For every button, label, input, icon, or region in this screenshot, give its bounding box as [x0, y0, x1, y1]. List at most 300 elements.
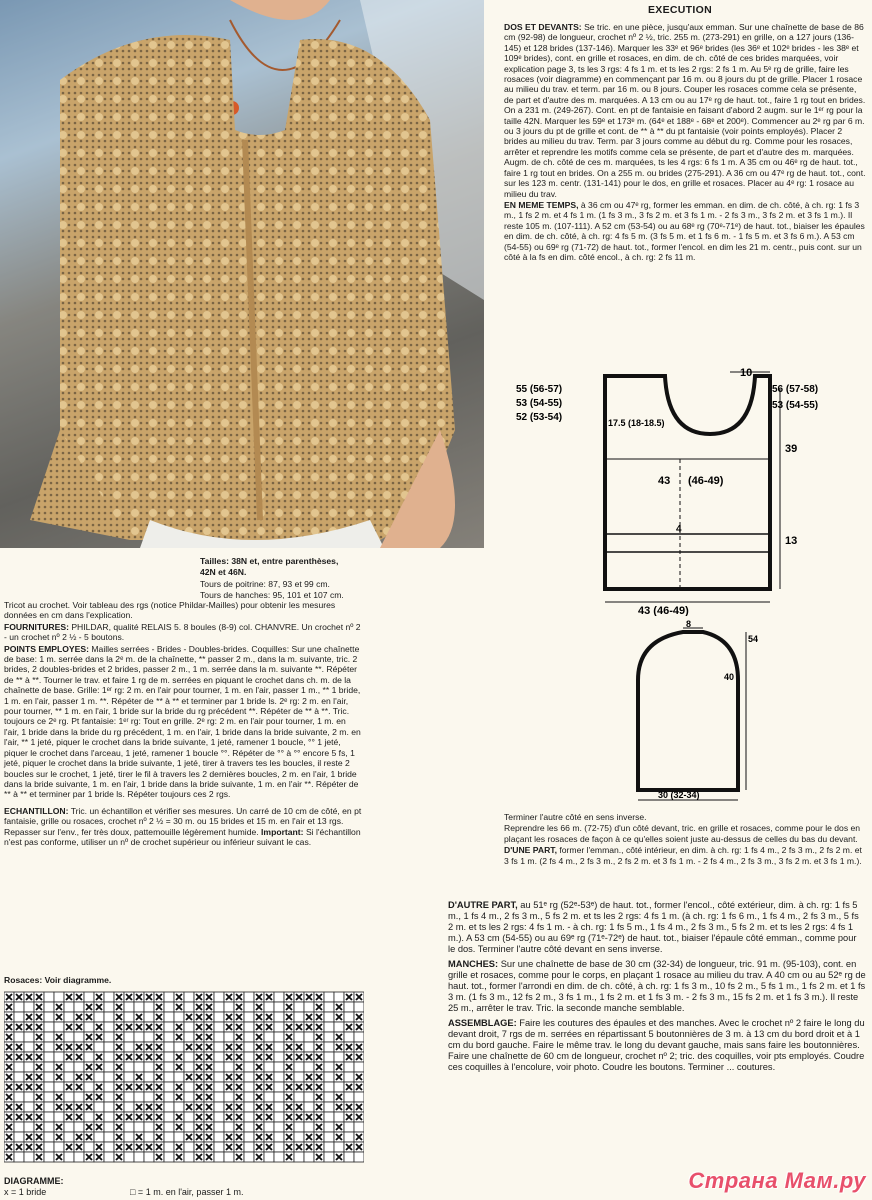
grid-cell	[274, 1032, 284, 1042]
sleeve-bottom: 30 (32-34)	[658, 790, 700, 800]
fournitures-section	[4, 622, 362, 643]
manches-text: Sur une chaînette de base de 30 cm (32-34) de longueur, tric. 91 m. (95-103), cont. en grille et rosaces, comme pour le corps, en plaçant 1 rosace au milieu du trav. A 40 cm ou au 52ᵉ rg de haut. tot., former l'arrondi en dim. de ch. côté, à ch. rg: 1 fs 3 m., 10 fs 2 m., 5 fs 1 m., 1 fs 2 m. et 1 fs 3 m. (1 fs 3 m., 12 fs 2 m., 3 fs 1 m., 1 fs 2 m. et 1 fs 3 m. - 2 fs 3 m., 15 fs 2 m. et 1 fs 3 m.). Il reste 25 m., arrêter le trav. Tric. la seconde manche semblable.	[448, 959, 866, 1013]
grid-cell	[144, 1062, 154, 1072]
grid-cell	[94, 1042, 104, 1052]
grid-cell	[44, 1152, 54, 1162]
dim-top-width: 10	[740, 367, 753, 379]
grid-cell	[354, 1092, 364, 1102]
grid-cell	[14, 1072, 24, 1082]
grid-cell	[144, 1032, 154, 1042]
rosace-grid	[4, 988, 364, 1178]
grid-cell	[244, 1072, 254, 1082]
grid-cell	[164, 1082, 174, 1092]
dim-center: 4	[676, 524, 682, 535]
grid-cell	[264, 1002, 274, 1012]
grid-cell	[74, 1092, 84, 1102]
grid-cell	[44, 1072, 54, 1082]
dos-title: DOS ET DEVANTS:	[504, 22, 582, 32]
intro-text: Tricot au crochet. Voir tableau des rgs (notice Phildar-Mailles) pour obtenir les mesures données en cm dans l'explication.	[4, 600, 336, 621]
dim-left-c: 52 (53-54)	[516, 412, 563, 423]
grid-cell	[354, 1032, 364, 1042]
grid-cell	[164, 1072, 174, 1082]
grid-cell	[294, 1132, 304, 1142]
grid-cell	[64, 1032, 74, 1042]
grid-cell	[294, 1152, 304, 1162]
grid-cell	[304, 1102, 314, 1112]
grid-cell	[104, 1142, 114, 1152]
grid-cell	[14, 1152, 24, 1162]
grid-cell	[124, 1072, 134, 1082]
grid-cell	[244, 1032, 254, 1042]
dim-mid-paren: (46-49)	[688, 475, 724, 487]
grid-cell	[244, 1062, 254, 1072]
grid-cell	[164, 1052, 174, 1062]
grid-cell	[164, 1092, 174, 1102]
grid-cell	[324, 1112, 334, 1122]
grid-cell	[184, 1142, 194, 1152]
grid-cell	[294, 1062, 304, 1072]
grid-cell	[14, 1032, 24, 1042]
grid-cell	[324, 1092, 334, 1102]
assemblage-text: Faire les coutures des épaules et des manches. Avec le crochet nº 2 faire le long du devant droit, 7 rgs de m. serrées en répartissant 5 boutonnières de 3 m. à 13 cm du bord droit et à 1 cm du bord gauche. Faire le même trav. le long du devant gauche, mais sans faire les boutonnières. Faire une chaînette de 60 cm de longueur, crochet nº 2; tric. des coquilles, voir pts employés. Coudre ces coquilles à l'encolure, voir photo. Coudre les boutons. Terminer ... coutures.	[448, 1018, 865, 1072]
grid-cell	[324, 1072, 334, 1082]
grid-cell	[304, 1002, 314, 1012]
grid-cell	[184, 1032, 194, 1042]
grid-cell	[104, 1152, 114, 1162]
grid-cell	[144, 1152, 154, 1162]
dim-height-lower: 13	[785, 535, 798, 547]
grid-cell	[164, 1112, 174, 1122]
grid-cell	[124, 1012, 134, 1022]
grid-cell	[44, 1032, 54, 1042]
right-continuation	[504, 812, 866, 867]
grid-cell	[244, 1082, 254, 1092]
grid-cell	[54, 1022, 64, 1032]
grid-cell	[184, 1152, 194, 1162]
grid-cell	[274, 1142, 284, 1152]
reprendre-text: Reprendre les 66 m. (72-75) d'un côté devant, tric. en grille et rosaces, comme pour le dos en plaçant les rosaces de façon à ce qu'elles soient juste au-dessus de celles du bas du devant.	[504, 823, 861, 844]
points-text: Mailles serrées - Brides - Doubles-brides. Coquilles: Sur une chaînette de base: 1 m. serrée dans la 2ᵉ m. de la chaînette, ** passer 2 m., dans la m. suivante, tric. 2 brides, 2 doubles-brides et 2 brides, passer 2 m., 1 m. serrée dans la m. suivante **. Répéter de ** à **. Tourner le trav. et faire 1 rg de m. serrées en piquant le crochet dans ch. m. de la chaînette de base. Grille: 1ᵉʳ rg: 2 m. en l'air pour tourner, 1 m. en l'air, passer 1 m., ** 1 bride, 1 m. en l'air, passer 1 m. **. Répéter de ** à ** et terminer par 1 bride ls. 2ᵉ rg: 2 m. en l'air, pour tourner, ** 1 m. en l'air, 1 bride sur la bride du rg précédent **. Répéter de ** à **. Tric. toujours ce 2ᵉ rg. Pt fantaisie: 1ᵉʳ rg: Tout en grille. 2ᵉ rg: 2 m. en l'air pour tourner, 1 m. en l'air, 1 bride dans la bride du rg précédent, 1 m. en l'air, 1 bride dans la bride suivante, 2 m. en l'air, ** 1 jeté, piquer le crochet dans la bride suivante, 1 jeté, ramener 1 boucle, °° 1 jeté, piquer le crochet dans l'arceau, 1 jeté, ramener 1 boucle °°. Répéter de °° à °° encore 5 fs, 1 jeté, piquer le crochet dans la bride suivante, 1 jeté, tirer à travers tes les boucles, il reste 2 boucles sur le crochet, 1 jeté, tirer le fil à travers les 2 dernières boucles, 2 m. en l'air, 1 bride dans la bride suivante, 1 m. en l'air, 1 bride dans la bride suivante, 1 m. en l'air **. Répéter de ** à ** et terminer par 1 bride ls. Répéter toujours ces 2 rgs.	[4, 643, 361, 800]
grid-cell	[44, 1042, 54, 1052]
grid-cell	[164, 1012, 174, 1022]
grid-cell	[304, 1062, 314, 1072]
grid-cell	[134, 1152, 144, 1162]
grid-cell	[224, 1152, 234, 1162]
grid-cell	[324, 1132, 334, 1142]
dim-left-a: 55 (56-57)	[516, 384, 563, 395]
grid-cell	[164, 1142, 174, 1152]
grid-cell	[274, 992, 284, 1002]
grid-cell	[274, 1152, 284, 1162]
grid-cell	[184, 1122, 194, 1132]
grid-cell	[294, 1012, 304, 1022]
important-title: Important:	[261, 826, 304, 837]
grid-cell	[324, 1042, 334, 1052]
grid-cell	[104, 1032, 114, 1042]
grid-cell	[44, 1122, 54, 1132]
une-part-text: former l'emman., côté intérieur, en dim. à ch. rg: 1 fs 4 m., 2 fs 3 m., 2 fs 2 m. et 3 fs 1 m. (2 fs 4 m., 2 fs 3 m., 2 fs 2 m. et 3 fs 1 m. - 2 fs 4 m., 2 fs 3 m., 3 fs 2 m. et 3 fs 1 m.).	[504, 845, 862, 866]
grid-cell	[124, 1062, 134, 1072]
dim-right-a: 56 (57-58)	[772, 384, 819, 395]
grid-cell	[324, 1102, 334, 1112]
grid-cell	[214, 1112, 224, 1122]
assemblage-title: ASSEMBLAGE:	[448, 1018, 517, 1028]
grid-cell	[184, 1082, 194, 1092]
important-text: Si l'échantillon n'est pas conforme, utiliser un nº de crochet supérieur ou inférieur suivant le cas.	[4, 826, 361, 847]
grid-cell	[94, 1102, 104, 1112]
grid-cell	[104, 1092, 114, 1102]
grid-cell	[164, 1032, 174, 1042]
grid-cell	[214, 1122, 224, 1132]
grid-cell	[174, 1012, 184, 1022]
grid-cell	[104, 1072, 114, 1082]
grid-cell	[44, 1062, 54, 1072]
grid-cell	[104, 1122, 114, 1132]
grid-cell	[64, 1072, 74, 1082]
legend-square: □ = 1 m. en l'air, passer 1 m.	[130, 1187, 244, 1197]
grid-cell	[84, 1112, 94, 1122]
grid-cell	[84, 1082, 94, 1092]
dos-text: Se tric. en une pièce, jusqu'aux emman. Sur une chaînette de base de 86 cm (92-98) de longueur, crochet nº 2 ½, tric. 255 m. (273-291) en grille, on a 127 jours (136-145) et 128 brides (137-146). Marquer les 33ᵉ et 96ᵉ brides (les 36ᵉ et 102ᵉ brides - les 38ᵉ et 109ᵉ brides), cont. en grille et rosaces, en dim. de ch. côté de ces brides marquées, voir explication page 3, ts les 3 rgs: 4 fs 1 m. et ts les 2 rgs: 2 fs 1 m. Au 5ᵉ rg de grille, faire les rosaces (voir diagramme) en commençant par 16 m. ou 8 jours du pt de grille. Placer 1 rosace au milieu du trav. et term. par 16 m. ou 8 jours. Couper les rosaces comme cela se présente, de part et d'autre des m. marquées. A 13 cm ou au 17ᵉ rg de haut. tot., faire 1 rg tout en brides. On a 231 m. (249-267). Cont. en pt de fantaisie en faisant d'abord 2 augm. sur le 1ᵉʳ rg pour la taille 42N. Marquer les 59ᵉ et 173ᵉ m. (64ᵉ et 188ᵉ - 68ᵉ et 200ᵉ). Commencer au 2ᵉ rg par 6 m. ou 3 jours du pt de grille et cont. de ** à ** du pt fantaisie (voir points employés). Placer 2 brides au milieu du trav. Term. par 3 jours comme au début du rg. Comme pour les rosaces, arrêter et reprendre les motifs comme cela se présente, de part et d'autre des m. marquées. Augm. de ch. côté de ces m. marquées, ts les 4 rgs: 6 fs 1 m. A 35 cm ou 46ᵉ rg de haut. tot., faire 1 rg tout en brides. On a 255 m. ou brides (275-291). A 36 cm ou 47ᵉ rg de haut. tot., cont. sur les 123 m. centr. (131-141) pour le dos, en grille et rosaces. Placer au 4ᵉ rg: 1 rosace au milieu du trav.	[504, 22, 866, 199]
points-title: POINTS EMPLOYES:	[4, 643, 89, 654]
grid-cell	[214, 1082, 224, 1092]
grid-cell	[334, 1142, 344, 1152]
grid-cell	[274, 1092, 284, 1102]
grid-cell	[24, 1092, 34, 1102]
grid-cell	[44, 1002, 54, 1012]
sleeve-schematic	[628, 620, 768, 810]
grid-cell	[294, 1072, 304, 1082]
grid-cell	[44, 1052, 54, 1062]
grid-cell	[344, 1092, 354, 1102]
grid-cell	[324, 1122, 334, 1132]
grid-cell	[184, 1092, 194, 1102]
grid-cell	[264, 1062, 274, 1072]
grid-cell	[44, 1132, 54, 1142]
grid-cell	[94, 1132, 104, 1142]
grid-cell	[64, 1132, 74, 1142]
grid-cell	[14, 1002, 24, 1012]
grid-cell	[184, 1052, 194, 1062]
grid-cell	[24, 1002, 34, 1012]
grid-cell	[174, 1042, 184, 1052]
grid-cell	[344, 1032, 354, 1042]
grid-cell	[104, 1012, 114, 1022]
grid-cell	[164, 1132, 174, 1142]
grid-cell	[344, 1132, 354, 1142]
grid-cell	[134, 1032, 144, 1042]
grid-cell	[224, 1002, 234, 1012]
grid-cell	[104, 1082, 114, 1092]
manches-title: MANCHES:	[448, 959, 499, 969]
grid-cell	[344, 1122, 354, 1132]
dim-height-upper: 39	[785, 443, 798, 455]
grid-cell	[214, 1142, 224, 1152]
grid-cell	[94, 1012, 104, 1022]
grid-cell	[324, 1032, 334, 1042]
grid-cell	[44, 1102, 54, 1112]
grid-cell	[324, 1142, 334, 1152]
grid-cell	[244, 1012, 254, 1022]
grid-cell	[144, 1092, 154, 1102]
grid-cell	[264, 1092, 274, 1102]
grid-cell	[304, 1092, 314, 1102]
grid-cell	[274, 1002, 284, 1012]
grid-cell	[124, 1042, 134, 1052]
grid-cell	[324, 1022, 334, 1032]
grid-cell	[144, 1012, 154, 1022]
diagram-legend-title: DIAGRAMME:	[4, 1176, 64, 1186]
grid-cell	[324, 1152, 334, 1162]
grid-cell	[184, 1112, 194, 1122]
grid-cell	[274, 1022, 284, 1032]
grid-cell	[24, 1042, 34, 1052]
grid-cell	[324, 1002, 334, 1012]
grid-cell	[104, 1062, 114, 1072]
left-column	[4, 600, 362, 848]
grid-cell	[124, 1122, 134, 1132]
grid-cell	[214, 1132, 224, 1142]
grid-cell	[54, 1082, 64, 1092]
grid-cell	[214, 992, 224, 1002]
echantillon-text: Tric. un échantillon et vérifier ses mesures. Un carré de 10 cm de côté, en pt fantaisie, grille ou rosaces, crochet nº 2 ½ = 30 m. ou 15 brides et 15 m. en l'air et 13 rgs. Repasser sur l'env., fer très doux, pattemouille légèrement humide.	[4, 805, 362, 837]
grid-cell	[144, 1002, 154, 1012]
sleeve-right-a: 54	[748, 634, 759, 644]
grid-cell	[104, 1042, 114, 1052]
grid-cell	[134, 1122, 144, 1132]
grid-cell	[304, 1152, 314, 1162]
grid-cell	[214, 1022, 224, 1032]
grid-cell	[44, 1092, 54, 1102]
grid-cell	[274, 1062, 284, 1072]
grid-cell	[164, 992, 174, 1002]
grid-cell	[54, 1052, 64, 1062]
grid-cell	[264, 1152, 274, 1162]
grid-cell	[164, 1002, 174, 1012]
grid-cell	[274, 1042, 284, 1052]
grid-cell	[104, 1102, 114, 1112]
dim-inner: 17.5 (18-18.5)	[608, 418, 665, 428]
legend-x: x = 1 bride	[4, 1187, 47, 1197]
grid-cell	[294, 1122, 304, 1132]
grid-cell	[14, 1132, 24, 1142]
grid-cell	[244, 1112, 254, 1122]
grid-cell	[324, 1062, 334, 1072]
grid-cell	[244, 1142, 254, 1152]
grid-cell	[334, 1022, 344, 1032]
grid-cell	[174, 1132, 184, 1142]
grid-cell	[64, 1062, 74, 1072]
grid-cell	[174, 1102, 184, 1112]
grid-cell	[144, 1132, 154, 1142]
grid-cell	[224, 1122, 234, 1132]
grid-cell	[74, 1152, 84, 1162]
dim-bottom: 43 (46-49)	[638, 605, 689, 616]
grid-cell	[84, 1022, 94, 1032]
grid-cell	[344, 1002, 354, 1012]
sizes-block	[200, 556, 360, 602]
grid-cell	[334, 1052, 344, 1062]
execution-title: EXECUTION	[648, 4, 712, 16]
grid-cell	[264, 1122, 274, 1132]
grid-cell	[334, 1112, 344, 1122]
grid-cell	[44, 1022, 54, 1032]
grid-cell	[244, 1152, 254, 1162]
grid-cell	[214, 1072, 224, 1082]
grid-cell	[94, 1072, 104, 1082]
grid-cell	[124, 1092, 134, 1102]
grid-cell	[164, 1062, 174, 1072]
grid-cell	[124, 1132, 134, 1142]
grid-cell	[214, 1042, 224, 1052]
meme-text: à 36 cm ou 47ᵉ rg, former les emman. en dim. de ch. côté, à ch. rg: 1 fs 3 m., 1 fs 2 m. et 4 fs 1 m. (1 fs 3 m., 3 fs 2 m. et 3 fs 1 m. - 2 fs 3 m., 3 fs 2 m. et 3 fs 1 m.). Il reste 105 m. (107-111). A 52 cm (53-54) ou au 68ᵉ rg (70ᵉ-71ᵉ) de haut. tot., biaiser les épaules en dim. de ch. côté, à ch. rg: 4 fs 5 m. (3 fs 5 m. et 1 fs 6 m. - 1 fs 5 m. et 3 fs 6 m.). A 53 cm (54-55) ou 69ᵉ rg (71-72) de haut. tot., former l'encol. en dim les 21 m. centr., puis cont. sur un côté à la fs en dim. côté encol., à ch. rg: 2 fs 11 m.	[504, 199, 865, 262]
grid-cell	[324, 1012, 334, 1022]
grid-cell	[214, 1102, 224, 1112]
grid-cell	[354, 1002, 364, 1012]
grid-cell	[244, 1042, 254, 1052]
grid-cell	[64, 1152, 74, 1162]
grid-cell	[244, 1132, 254, 1142]
grid-cell	[164, 1042, 174, 1052]
grid-cell	[144, 1072, 154, 1082]
grid-cell	[344, 1062, 354, 1072]
grid-cell	[244, 1022, 254, 1032]
grid-cell	[54, 992, 64, 1002]
grid-cell	[274, 1072, 284, 1082]
echantillon-title: ECHANTILLON:	[4, 805, 69, 816]
grid-cell	[224, 1092, 234, 1102]
sizes-line-2: 42N et 46N.	[200, 567, 247, 578]
grid-cell	[324, 992, 334, 1002]
grid-cell	[334, 992, 344, 1002]
grid-cell	[214, 1092, 224, 1102]
grid-cell	[84, 1052, 94, 1062]
grid-cell	[74, 1002, 84, 1012]
grid-cell	[144, 1122, 154, 1132]
grid-cell	[184, 1022, 194, 1032]
grid-cell	[124, 1102, 134, 1112]
grid-cell	[44, 992, 54, 1002]
model-photo	[0, 0, 484, 548]
grid-cell	[164, 1122, 174, 1132]
dim-left-b: 53 (54-55)	[516, 398, 563, 409]
grid-cell	[274, 1082, 284, 1092]
grid-cell	[344, 1012, 354, 1022]
grid-cell	[44, 1142, 54, 1152]
right-lower	[448, 900, 866, 1074]
grid-cell	[264, 1032, 274, 1042]
grid-cell	[214, 1062, 224, 1072]
grid-cell	[104, 1022, 114, 1032]
crochet-cardigan-photo	[0, 0, 484, 548]
fournitures-title: FOURNITURES:	[4, 621, 69, 632]
grid-cell	[74, 1032, 84, 1042]
grid-cell	[44, 1012, 54, 1022]
grid-cell	[354, 1152, 364, 1162]
echantillon-section	[4, 806, 362, 848]
grid-cell	[244, 1052, 254, 1062]
grid-cell	[214, 1052, 224, 1062]
grid-cell	[274, 1102, 284, 1112]
dim-right-b: 53 (54-55)	[772, 400, 819, 411]
fournitures-text: PHILDAR, qualité RELAIS 5. 8 boules (8-9) col. CHANVRE. Un crochet nº 2 - un crochet nº 2 ½ - 5 boutons.	[4, 621, 361, 643]
rosaces-label: Rosaces: Voir diagramme.	[4, 975, 112, 985]
points-section	[4, 644, 362, 800]
grid-cell	[244, 1102, 254, 1112]
grid-cell	[64, 1002, 74, 1012]
grid-cell	[84, 1142, 94, 1152]
grid-cell	[104, 1052, 114, 1062]
grid-cell	[324, 1052, 334, 1062]
sleeve-right-b: 40	[724, 672, 735, 682]
meme-title: EN MEME TEMPS,	[504, 199, 579, 210]
grid-cell	[214, 1012, 224, 1022]
grid-cell	[24, 1102, 34, 1112]
grid-cell	[104, 1112, 114, 1122]
grid-cell	[14, 1012, 24, 1022]
grid-cell	[84, 992, 94, 1002]
grid-cell	[244, 1092, 254, 1102]
grid-cell	[164, 1102, 174, 1112]
grid-cell	[274, 1112, 284, 1122]
autre-text: au 51ᵉ rg (52ᵉ-53ᵉ) de haut. tot., former l'encol., côté extérieur, dim. à ch. rg: 1 fs 5 m., 1 fs 4 m., 2 fs 3 m., 5 fs 2 m. et ts les 2 rgs: 4 fs 1 m. (à ch. rg: 1 fs 6 m., 1 fs 4 m., 2 fs 3 m., 5 fs 2 m. et ts les 2 rgs: 4 fs 1 m. - à ch. rg: 1 fs 5 m., 1 fs 4 m., 2 fs 3 m., 5 fs 2 m. et ts les 2 rgs: 4 fs 1 m.). A 53 cm (54-55) ou au 69ᵉ rg (71ᵉ-72ᵉ) de haut. tot., biaiser l'épaule côté emman., comme pour le dos. Terminer l'autre côté devant en sens inverse.	[448, 900, 859, 954]
grid-cell	[324, 1082, 334, 1092]
sizes-line-4: Tours de hanches: 95, 101 et 107 cm.	[200, 590, 344, 601]
grid-cell	[214, 1152, 224, 1162]
sizes-line-1: Tailles: 38N et, entre parenthèses,	[200, 556, 339, 566]
grid-cell	[24, 1152, 34, 1162]
grid-cell	[134, 1062, 144, 1072]
grid-cell	[74, 1122, 84, 1132]
grid-cell	[104, 1132, 114, 1142]
grid-cell	[184, 1062, 194, 1072]
grid-cell	[64, 1092, 74, 1102]
grid-cell	[174, 1072, 184, 1082]
grid-cell	[244, 992, 254, 1002]
grid-cell	[304, 1032, 314, 1042]
grid-cell	[104, 992, 114, 1002]
terminer-text: Terminer l'autre côté en sens inverse.	[504, 812, 647, 822]
grid-cell	[274, 1132, 284, 1142]
grid-cell	[134, 1002, 144, 1012]
grid-cell	[124, 1152, 134, 1162]
grid-cell	[24, 1032, 34, 1042]
grid-cell	[164, 1152, 174, 1162]
grid-cell	[184, 992, 194, 1002]
grid-cell	[274, 1012, 284, 1022]
grid-cell	[44, 1082, 54, 1092]
grid-cell	[294, 1032, 304, 1042]
grid-cell	[214, 1032, 224, 1042]
rosace-diagram	[4, 988, 364, 1178]
grid-cell	[74, 1062, 84, 1072]
sizes-line-3: Tours de poitrine: 87, 93 et 99 cm.	[200, 578, 330, 589]
grid-cell	[274, 1122, 284, 1132]
grid-cell	[244, 1122, 254, 1132]
execution-text	[504, 22, 866, 263]
grid-cell	[344, 1152, 354, 1162]
grid-cell	[134, 1092, 144, 1102]
grid-cell	[344, 1072, 354, 1082]
grid-cell	[354, 1122, 364, 1132]
grid-cell	[44, 1112, 54, 1122]
grid-cell	[184, 1002, 194, 1012]
grid-cell	[14, 1092, 24, 1102]
grid-cell	[64, 1012, 74, 1022]
grid-cell	[14, 1122, 24, 1132]
grid-cell	[244, 1002, 254, 1012]
grid-cell	[164, 1022, 174, 1032]
